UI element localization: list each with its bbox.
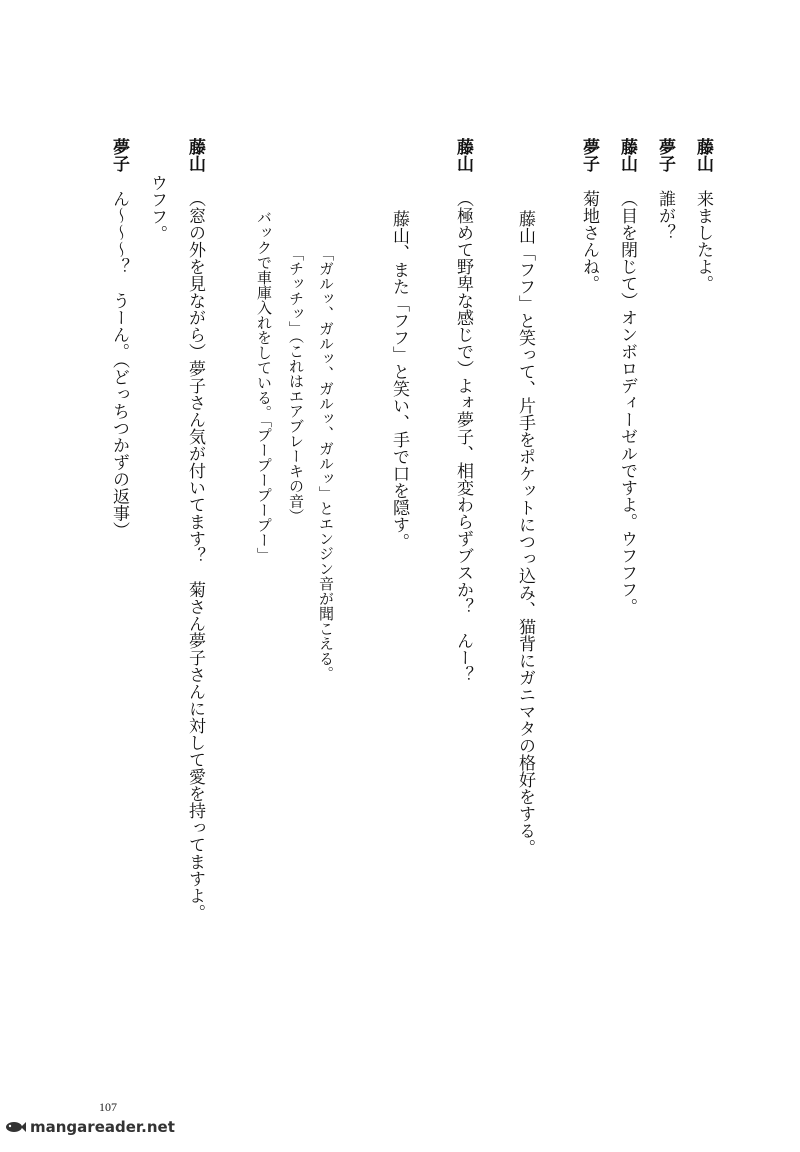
line-7 — [110, 138, 127, 539]
stage-direction-3 — [318, 246, 333, 681]
stage-direction-5 — [256, 210, 271, 563]
speaker-label: 藤山 — [453, 138, 473, 172]
dialogue-text: 菊地さんね。 — [579, 190, 599, 292]
watermark-text: mangareader.net — [30, 1118, 175, 1136]
fish-logo-icon — [4, 1119, 26, 1135]
page-number: 107 — [99, 1100, 117, 1114]
stage-direction-4 — [288, 246, 303, 524]
speaker-label: 夢子 — [655, 138, 675, 172]
speaker-label: 藤山 — [185, 138, 205, 172]
direction-text: 「ガルッ、ガルッ、ガルッ、ガルッ」とエンジン音が聞こえる。 — [317, 246, 335, 681]
stage-direction-2 — [390, 210, 407, 550]
speaker-label: 夢子 — [109, 138, 129, 172]
dialogue-text: ん〜〜〜？ うーん。（どっちつかずの返事） — [109, 190, 129, 539]
line-6 — [186, 138, 203, 921]
direction-text: 「チッチッ」（これはエアブレーキの音） — [287, 246, 305, 524]
dialogue-text: （窓の外を見ながら）夢子さん気が付いてます？ 菊さん夢子さんに対して愛を持ってますよ。 — [185, 190, 205, 921]
direction-text: 藤山「フフ」と笑って、片手をポケットにつっ込み、猫背にガニマタの格好をする。 — [515, 210, 535, 856]
dialogue-text: 誰が？ — [655, 190, 675, 241]
line-1 — [694, 138, 711, 292]
dialogue-text: （目を閉じて）オンボロディーゼルですよ。ウフフフ。 — [617, 190, 637, 615]
line-4 — [580, 138, 597, 292]
dialogue-text: （極めて野卑な感じで）よォ夢子、相変わらずブスか？ んー？ — [453, 190, 473, 683]
line-6-continued — [148, 174, 165, 242]
line-5 — [454, 138, 471, 683]
direction-text: 藤山、また「フフ」と笑い、手で口を隠す。 — [389, 210, 409, 550]
speaker-label: 夢子 — [579, 138, 599, 172]
watermark — [4, 1118, 175, 1136]
line-3 — [618, 138, 635, 615]
direction-text: バックで車庫入れをしている。「プープープープー」 — [255, 210, 273, 563]
speaker-label: 藤山 — [693, 138, 713, 172]
speaker-label: 藤山 — [617, 138, 637, 172]
dialogue-text: ウフフ。 — [147, 174, 167, 242]
dialogue-text: 来ましたよ。 — [693, 190, 713, 292]
line-2 — [656, 138, 673, 241]
stage-direction-1 — [516, 210, 533, 856]
